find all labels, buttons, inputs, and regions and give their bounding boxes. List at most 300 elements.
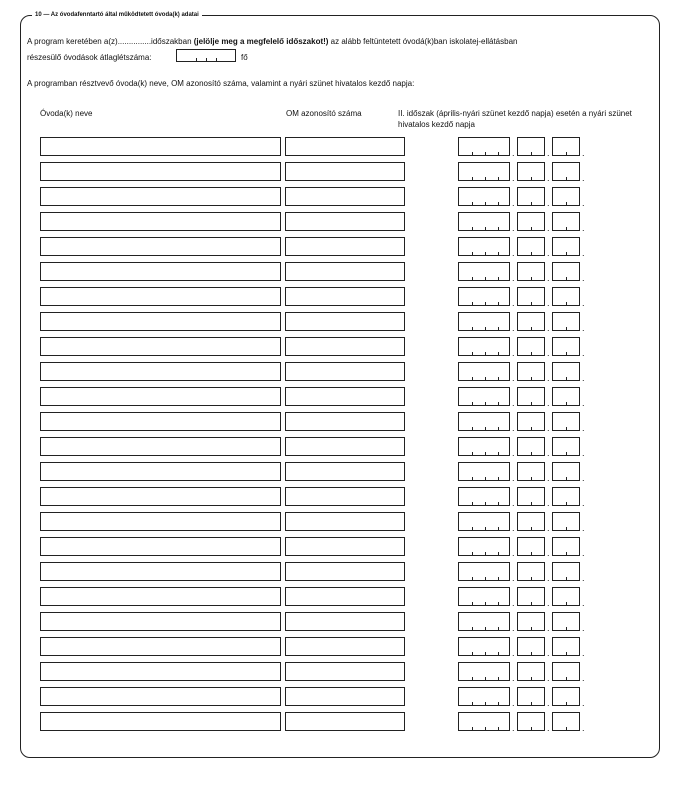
- tick: [472, 427, 473, 430]
- date-month-field[interactable]: [517, 462, 545, 481]
- date-ticks: [459, 702, 509, 705]
- date-separator: .: [547, 173, 550, 183]
- date-ticks: [459, 577, 509, 580]
- date-day-field[interactable]: [552, 312, 580, 331]
- table-row: [0, 487, 681, 506]
- tick: [498, 227, 499, 230]
- tick: [498, 677, 499, 680]
- tick: [498, 502, 499, 505]
- date-separator: .: [547, 198, 550, 208]
- tick: [485, 252, 486, 255]
- kindergarten-name-field[interactable]: [40, 612, 281, 631]
- date-year-field[interactable]: [458, 312, 510, 331]
- date-separator: .: [512, 548, 515, 558]
- date-ticks: [518, 302, 544, 305]
- tick: [472, 527, 473, 530]
- date-month-field[interactable]: [517, 312, 545, 331]
- kindergarten-name-field[interactable]: [40, 537, 281, 556]
- date-day-field[interactable]: [552, 237, 580, 256]
- date-ticks: [518, 177, 544, 180]
- tick: [485, 552, 486, 555]
- tick: [472, 502, 473, 505]
- date-year-field[interactable]: [458, 262, 510, 281]
- kindergarten-name-field[interactable]: [40, 337, 281, 356]
- date-ticks: [553, 552, 579, 555]
- kindergarten-name-field[interactable]: [40, 287, 281, 306]
- date-year-field[interactable]: [458, 612, 510, 631]
- tick: [498, 452, 499, 455]
- om-id-field[interactable]: [285, 537, 405, 556]
- date-day-field[interactable]: [552, 212, 580, 231]
- om-id-field[interactable]: [285, 387, 405, 406]
- date-year-field[interactable]: [458, 462, 510, 481]
- kindergarten-name-field[interactable]: [40, 712, 281, 731]
- table-row: [0, 562, 681, 581]
- kindergarten-name-field[interactable]: [40, 162, 281, 181]
- date-separator: .: [582, 498, 585, 508]
- date-month-field[interactable]: [517, 662, 545, 681]
- table-row: [0, 612, 681, 631]
- tick: [531, 402, 532, 405]
- om-id-field[interactable]: [285, 687, 405, 706]
- date-ticks: [459, 352, 509, 355]
- date-year-field[interactable]: [458, 562, 510, 581]
- date-ticks: [518, 277, 544, 280]
- tick: [472, 152, 473, 155]
- tick: [531, 677, 532, 680]
- date-year-field[interactable]: [458, 512, 510, 531]
- tick: [498, 202, 499, 205]
- tick: [485, 302, 486, 305]
- date-month-field[interactable]: [517, 712, 545, 731]
- date-separator: .: [512, 723, 515, 733]
- kindergarten-name-field[interactable]: [40, 512, 281, 531]
- date-ticks: [553, 227, 579, 230]
- date-day-field[interactable]: [552, 487, 580, 506]
- date-separator: .: [582, 248, 585, 258]
- date-ticks: [553, 202, 579, 205]
- date-month-field[interactable]: [517, 512, 545, 531]
- tick: [472, 652, 473, 655]
- date-separator: .: [547, 523, 550, 533]
- date-day-field[interactable]: [552, 412, 580, 431]
- table-row: [0, 662, 681, 681]
- date-separator: .: [547, 473, 550, 483]
- date-year-field[interactable]: [458, 387, 510, 406]
- date-day-field[interactable]: [552, 462, 580, 481]
- date-day-field[interactable]: [552, 137, 580, 156]
- date-year-field[interactable]: [458, 237, 510, 256]
- tick: [472, 202, 473, 205]
- tick: [566, 477, 567, 480]
- date-separator: .: [512, 273, 515, 283]
- tick: [566, 627, 567, 630]
- intro-line-1-start: A program keretében a(z)...............időszakban: [27, 37, 194, 46]
- tick: [485, 327, 486, 330]
- date-month-field[interactable]: [517, 212, 545, 231]
- tick: [498, 552, 499, 555]
- date-ticks: [553, 627, 579, 630]
- tick: [531, 302, 532, 305]
- date-day-field[interactable]: [552, 262, 580, 281]
- date-month-field[interactable]: [517, 137, 545, 156]
- date-separator: .: [512, 573, 515, 583]
- date-ticks: [553, 702, 579, 705]
- date-ticks: [459, 452, 509, 455]
- date-month-field[interactable]: [517, 487, 545, 506]
- date-ticks: [518, 452, 544, 455]
- om-id-field[interactable]: [285, 337, 405, 356]
- date-month-field[interactable]: [517, 587, 545, 606]
- tick: [531, 202, 532, 205]
- date-ticks: [459, 427, 509, 430]
- average-label: részesülő óvodások átlaglétszáma:: [27, 53, 152, 62]
- tick: [498, 277, 499, 280]
- tick: [485, 627, 486, 630]
- date-ticks: [459, 727, 509, 730]
- date-separator: .: [512, 498, 515, 508]
- date-separator: .: [547, 723, 550, 733]
- tick: [485, 177, 486, 180]
- date-year-field[interactable]: [458, 637, 510, 656]
- date-ticks: [518, 577, 544, 580]
- date-year-field[interactable]: [458, 587, 510, 606]
- tick: [498, 477, 499, 480]
- date-separator: .: [512, 623, 515, 633]
- date-year-field[interactable]: [458, 687, 510, 706]
- date-separator: .: [512, 323, 515, 333]
- column-header-date: II. időszak (április-nyári szünet kezdő napja) esetén a nyári szünet hivatalos kezdő napja: [398, 109, 632, 129]
- date-ticks: [553, 727, 579, 730]
- table-row: [0, 362, 681, 381]
- tick: [498, 602, 499, 605]
- tick: [566, 327, 567, 330]
- kindergarten-name-field[interactable]: [40, 237, 281, 256]
- om-id-field[interactable]: [285, 137, 405, 156]
- om-id-field[interactable]: [285, 237, 405, 256]
- tick: [566, 677, 567, 680]
- tick: [472, 552, 473, 555]
- table-row: [0, 262, 681, 281]
- tick: [472, 727, 473, 730]
- table-row: [0, 137, 681, 156]
- tick: [206, 58, 207, 61]
- date-month-field[interactable]: [517, 262, 545, 281]
- date-ticks: [553, 252, 579, 255]
- om-id-field[interactable]: [285, 287, 405, 306]
- tick: [531, 227, 532, 230]
- date-ticks: [553, 352, 579, 355]
- tick: [531, 702, 532, 705]
- tick: [472, 227, 473, 230]
- date-ticks: [518, 352, 544, 355]
- om-id-field[interactable]: [285, 412, 405, 431]
- date-ticks: [459, 277, 509, 280]
- kindergarten-name-field[interactable]: [40, 362, 281, 381]
- date-separator: .: [547, 548, 550, 558]
- tick: [566, 352, 567, 355]
- tick: [566, 177, 567, 180]
- tick: [531, 277, 532, 280]
- kindergarten-name-field[interactable]: [40, 662, 281, 681]
- tick: [566, 702, 567, 705]
- tick: [566, 502, 567, 505]
- tick: [566, 252, 567, 255]
- date-month-field[interactable]: [517, 537, 545, 556]
- date-ticks: [553, 302, 579, 305]
- date-separator: .: [512, 473, 515, 483]
- tick: [472, 452, 473, 455]
- date-separator: .: [547, 148, 550, 158]
- kindergarten-name-field[interactable]: [40, 637, 281, 656]
- date-month-field[interactable]: [517, 287, 545, 306]
- tick: [498, 352, 499, 355]
- date-year-field[interactable]: [458, 712, 510, 731]
- date-separator: .: [547, 698, 550, 708]
- date-ticks: [518, 252, 544, 255]
- date-day-field[interactable]: [552, 287, 580, 306]
- date-month-field[interactable]: [517, 637, 545, 656]
- date-year-field[interactable]: [458, 137, 510, 156]
- date-separator: .: [547, 598, 550, 608]
- date-ticks: [459, 527, 509, 530]
- om-id-field[interactable]: [285, 462, 405, 481]
- tick: [498, 402, 499, 405]
- date-day-field[interactable]: [552, 362, 580, 381]
- date-ticks: [518, 677, 544, 680]
- date-ticks: [459, 402, 509, 405]
- date-month-field[interactable]: [517, 337, 545, 356]
- tick: [566, 727, 567, 730]
- kindergarten-name-field[interactable]: [40, 312, 281, 331]
- date-day-field[interactable]: [552, 187, 580, 206]
- date-day-field[interactable]: [552, 437, 580, 456]
- tick: [566, 152, 567, 155]
- tick: [485, 577, 486, 580]
- tick: [472, 677, 473, 680]
- section-title: 10 — Az óvodafenntartó által működtetett óvoda(k) adatai: [32, 10, 202, 20]
- date-ticks: [553, 502, 579, 505]
- date-month-field[interactable]: [517, 387, 545, 406]
- tick: [531, 727, 532, 730]
- date-separator: .: [512, 648, 515, 658]
- date-separator: .: [512, 373, 515, 383]
- om-id-field[interactable]: [285, 262, 405, 281]
- date-month-field[interactable]: [517, 437, 545, 456]
- date-year-field[interactable]: [458, 337, 510, 356]
- date-ticks: [553, 677, 579, 680]
- om-id-field[interactable]: [285, 212, 405, 231]
- date-year-field[interactable]: [458, 437, 510, 456]
- date-separator: .: [547, 673, 550, 683]
- date-ticks: [518, 427, 544, 430]
- date-day-field[interactable]: [552, 687, 580, 706]
- date-separator: .: [582, 398, 585, 408]
- date-ticks: [553, 527, 579, 530]
- date-year-field[interactable]: [458, 287, 510, 306]
- tick: [216, 58, 217, 61]
- tick: [498, 327, 499, 330]
- date-separator: .: [547, 373, 550, 383]
- date-ticks: [518, 602, 544, 605]
- date-day-field[interactable]: [552, 387, 580, 406]
- average-count-field[interactable]: [176, 49, 236, 62]
- date-month-field[interactable]: [517, 237, 545, 256]
- date-separator: .: [582, 448, 585, 458]
- date-separator: .: [582, 223, 585, 233]
- kindergarten-name-field[interactable]: [40, 587, 281, 606]
- tick: [485, 652, 486, 655]
- tick: [566, 277, 567, 280]
- date-day-field[interactable]: [552, 712, 580, 731]
- date-ticks: [518, 527, 544, 530]
- tick: [472, 702, 473, 705]
- kindergarten-name-field[interactable]: [40, 437, 281, 456]
- date-ticks: [518, 152, 544, 155]
- date-ticks: [553, 427, 579, 430]
- om-id-field[interactable]: [285, 637, 405, 656]
- om-id-field[interactable]: [285, 187, 405, 206]
- om-id-field[interactable]: [285, 662, 405, 681]
- kindergarten-name-field[interactable]: [40, 412, 281, 431]
- date-separator: .: [512, 523, 515, 533]
- table-row: [0, 437, 681, 456]
- tick: [531, 252, 532, 255]
- date-ticks: [518, 702, 544, 705]
- tick: [531, 427, 532, 430]
- om-id-field[interactable]: [285, 362, 405, 381]
- date-separator: .: [512, 348, 515, 358]
- tick: [485, 527, 486, 530]
- date-ticks: [459, 177, 509, 180]
- date-separator: .: [512, 398, 515, 408]
- om-id-field[interactable]: [285, 612, 405, 631]
- om-id-field[interactable]: [285, 437, 405, 456]
- om-id-field[interactable]: [285, 587, 405, 606]
- om-id-field[interactable]: [285, 562, 405, 581]
- date-year-field[interactable]: [458, 187, 510, 206]
- date-day-field[interactable]: [552, 637, 580, 656]
- date-month-field[interactable]: [517, 687, 545, 706]
- kindergarten-name-field[interactable]: [40, 562, 281, 581]
- date-ticks: [518, 227, 544, 230]
- date-month-field[interactable]: [517, 412, 545, 431]
- date-separator: .: [582, 473, 585, 483]
- tick: [531, 552, 532, 555]
- tick: [531, 627, 532, 630]
- table-row: [0, 337, 681, 356]
- date-ticks: [459, 602, 509, 605]
- date-day-field[interactable]: [552, 537, 580, 556]
- tick: [472, 402, 473, 405]
- date-year-field[interactable]: [458, 412, 510, 431]
- date-separator: .: [512, 448, 515, 458]
- om-id-field[interactable]: [285, 312, 405, 331]
- tick: [566, 577, 567, 580]
- tick: [485, 702, 486, 705]
- kindergarten-name-field[interactable]: [40, 387, 281, 406]
- date-ticks: [459, 302, 509, 305]
- tick: [472, 602, 473, 605]
- om-id-field[interactable]: [285, 512, 405, 531]
- date-year-field[interactable]: [458, 537, 510, 556]
- date-day-field[interactable]: [552, 662, 580, 681]
- date-separator: .: [582, 723, 585, 733]
- kindergarten-name-field[interactable]: [40, 212, 281, 231]
- date-year-field[interactable]: [458, 162, 510, 181]
- date-separator: .: [512, 223, 515, 233]
- date-month-field[interactable]: [517, 162, 545, 181]
- date-ticks: [459, 677, 509, 680]
- date-day-field[interactable]: [552, 512, 580, 531]
- date-month-field[interactable]: [517, 362, 545, 381]
- tick: [472, 352, 473, 355]
- date-year-field[interactable]: [458, 662, 510, 681]
- date-ticks: [553, 377, 579, 380]
- tick: [472, 577, 473, 580]
- tick: [531, 352, 532, 355]
- date-year-field[interactable]: [458, 362, 510, 381]
- date-separator: .: [582, 323, 585, 333]
- tick: [485, 152, 486, 155]
- tick: [472, 302, 473, 305]
- tick: [485, 352, 486, 355]
- kindergarten-name-field[interactable]: [40, 187, 281, 206]
- date-year-field[interactable]: [458, 487, 510, 506]
- om-id-field[interactable]: [285, 487, 405, 506]
- tick: [472, 277, 473, 280]
- date-year-field[interactable]: [458, 212, 510, 231]
- date-month-field[interactable]: [517, 187, 545, 206]
- tick: [531, 502, 532, 505]
- date-separator: .: [547, 298, 550, 308]
- tick: [498, 377, 499, 380]
- om-id-field[interactable]: [285, 712, 405, 731]
- participants-label: A programban résztvevő óvoda(k) neve, OM azonosító száma, valamint a nyári szünet hivatalos kezdő napja:: [27, 79, 415, 88]
- date-ticks: [518, 377, 544, 380]
- table-row: [0, 287, 681, 306]
- date-ticks: [459, 202, 509, 205]
- tick: [531, 177, 532, 180]
- date-ticks: [553, 177, 579, 180]
- average-count-ticks: [177, 58, 235, 61]
- date-day-field[interactable]: [552, 562, 580, 581]
- date-day-field[interactable]: [552, 612, 580, 631]
- tick: [485, 477, 486, 480]
- date-day-field[interactable]: [552, 162, 580, 181]
- date-ticks: [553, 577, 579, 580]
- date-separator: .: [512, 698, 515, 708]
- tick: [531, 527, 532, 530]
- date-day-field[interactable]: [552, 587, 580, 606]
- date-separator: .: [547, 348, 550, 358]
- date-ticks: [459, 227, 509, 230]
- kindergarten-name-field[interactable]: [40, 687, 281, 706]
- date-separator: .: [582, 273, 585, 283]
- date-day-field[interactable]: [552, 337, 580, 356]
- date-month-field[interactable]: [517, 562, 545, 581]
- kindergarten-name-field[interactable]: [40, 137, 281, 156]
- date-separator: .: [582, 673, 585, 683]
- tick: [566, 427, 567, 430]
- om-id-field[interactable]: [285, 162, 405, 181]
- kindergarten-name-field[interactable]: [40, 462, 281, 481]
- kindergarten-name-field[interactable]: [40, 487, 281, 506]
- table-row: [0, 462, 681, 481]
- date-ticks: [459, 552, 509, 555]
- date-month-field[interactable]: [517, 612, 545, 631]
- kindergarten-name-field[interactable]: [40, 262, 281, 281]
